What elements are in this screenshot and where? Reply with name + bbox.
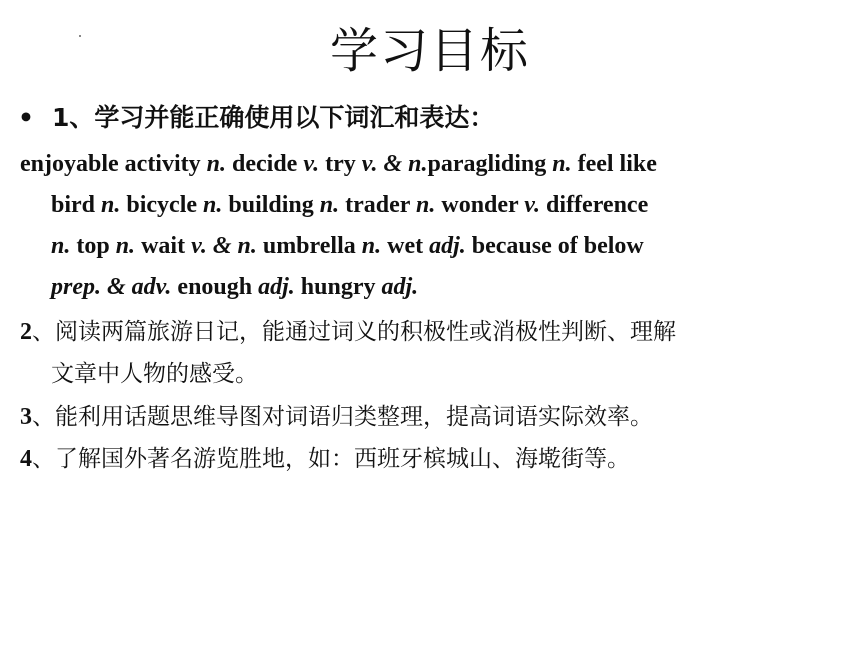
- bullet-icon: •: [18, 103, 34, 132]
- vocab-word: hungry: [294, 274, 382, 300]
- vocab-pos: n.: [416, 192, 436, 218]
- vocab-pos: adj.: [429, 233, 466, 259]
- objective-3: [20, 396, 845, 438]
- vocab-word: feel like: [571, 151, 657, 177]
- vocab-word: because of below: [465, 233, 644, 259]
- vocab-pos: n.: [361, 233, 382, 259]
- vocab-word: top: [70, 233, 116, 259]
- vocab-word: wait: [135, 233, 192, 259]
- vocab-word: difference: [540, 192, 649, 218]
- objective-2: [20, 311, 845, 395]
- vocab-word: wonder: [435, 192, 525, 218]
- slide-title: 学习目标: [329, 23, 530, 79]
- vocab-line-2: [20, 189, 845, 230]
- vocab-pos: n.: [552, 151, 572, 177]
- vocab-pos: v. & n.: [361, 151, 428, 177]
- vocab-word: decide: [226, 151, 298, 177]
- vocab-line-3: [20, 230, 845, 271]
- vocab-word: umbrella: [256, 233, 362, 259]
- objective-3-text: 、能利用话题思维导图对词语归类整理，提高词语实际效率。: [32, 404, 653, 430]
- vocab-word: trader: [339, 192, 417, 218]
- vocab-word: enough: [171, 274, 259, 300]
- vocab-word: bird: [51, 192, 102, 218]
- vocab-pos: prep. & adv.: [51, 274, 172, 300]
- vocab-word: try: [319, 151, 362, 177]
- vocab-pos: adj.: [381, 274, 419, 300]
- vocab-line-1: [20, 148, 845, 189]
- objective-2-text-line1: 、阅读两篇旅游日记，能通过词义的积极性或消极性判断、理解: [32, 319, 676, 345]
- vocab-pos: v. & n.: [191, 233, 257, 259]
- vocab-line-4: [20, 271, 845, 312]
- vocab-word: enjoyable activity: [20, 151, 201, 177]
- vocabulary-list: [20, 148, 845, 312]
- objective-number: 2: [20, 319, 32, 345]
- objective-1: [18, 98, 838, 134]
- vocab-pos: n.: [319, 192, 340, 218]
- vocab-pos: adj.: [258, 274, 295, 300]
- vocab-pos: n.: [115, 233, 136, 259]
- objective-4-text: 、了解国外著名游览胜地，如：西班牙槟城山、海墘街等。: [32, 446, 630, 472]
- vocab-pos: n.: [200, 151, 226, 177]
- vocab-pos: n.: [203, 192, 223, 218]
- objective-number: 4: [20, 446, 32, 472]
- vocab-pos: v.: [297, 151, 320, 177]
- objective-1-text: 1、学习并能正确使用以下词汇和表达：: [52, 103, 495, 132]
- objective-4: [20, 438, 845, 480]
- objective-2-text-line2: 文章中人物的感受。: [51, 361, 258, 387]
- vocab-pos: n.: [51, 233, 71, 259]
- vocab-word: paragliding: [427, 151, 553, 177]
- objective-number: 3: [20, 404, 32, 430]
- vocab-pos: n.: [101, 192, 121, 218]
- vocab-word: bicycle: [120, 192, 204, 218]
- vocab-word: wet: [381, 233, 430, 259]
- vocab-pos: v.: [524, 192, 541, 218]
- vocab-word: building: [222, 192, 320, 218]
